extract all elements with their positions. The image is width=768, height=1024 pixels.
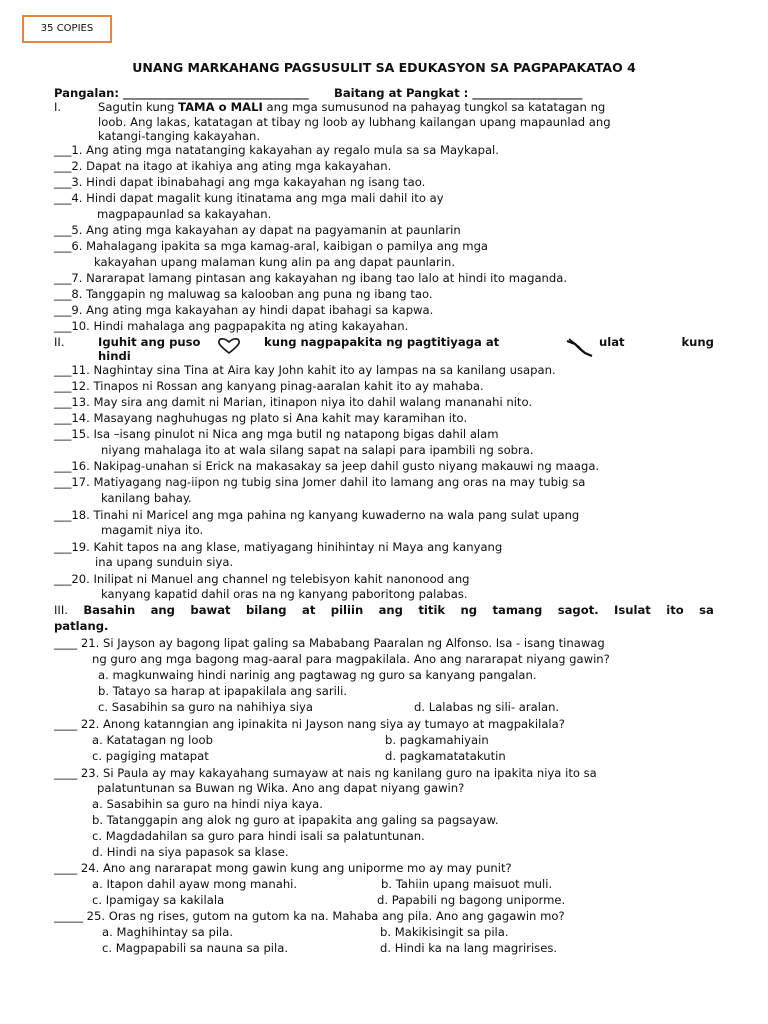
instruction-word: tamang bbox=[492, 603, 543, 617]
section3-instruction-line1 bbox=[54, 602, 714, 618]
instruction-word: ang bbox=[378, 603, 403, 617]
instruction-word: sagot. bbox=[557, 603, 599, 617]
question-stem-continuation: ng guro ang mga bagong mag-aaral para magpakilala. Ano ang nararapat niyang gawin? bbox=[92, 652, 610, 666]
list-item: ___6. Mahalagang ipakita sa mga kamag-aral, kaibigan o pamilya ang mga bbox=[54, 239, 489, 253]
list-item: ___1. Ang ating mga natatanging kakayahan ay regalo mula sa sa Maykapal. bbox=[54, 143, 499, 157]
list-item-continuation: kanilang bahay. bbox=[101, 491, 192, 505]
list-item-continuation: magamit niya ito. bbox=[101, 523, 204, 537]
choice-c: c. Magpapabili sa nauna sa pila. bbox=[102, 941, 289, 955]
list-item: ___20. Inilipat ni Manuel ang channel ng telebisyon kahit nanonood ang bbox=[54, 572, 470, 586]
section1-intro-line1 bbox=[54, 99, 714, 115]
list-item-continuation: niyang mahalaga ito at wala silang sapat na salapi para ipambili ng sobra. bbox=[101, 443, 534, 457]
question-stem: ____ 24. Ano ang nararapat mong gawin kung ang uniporme mo ay may punit? bbox=[54, 861, 512, 875]
copies-label: 35 COPIES bbox=[22, 15, 112, 43]
instruction-word: ang bbox=[150, 603, 175, 617]
list-item: ___19. Kahit tapos na ang klase, matiyagang hinihintay ni Maya ang kanyang bbox=[54, 540, 503, 554]
choice-d: d. Hindi ka na lang magririses. bbox=[380, 941, 558, 955]
question-stem: ____ 21. Si Jayson ay bagong lipat galing sa Mababang Paaralan ng Alfonso. Isa - isang tinawag bbox=[54, 636, 605, 650]
list-item: ___18. Tinahi ni Maricel ang mga pahina ng kanyang kuwaderno na wala pang sulat upang bbox=[54, 508, 580, 522]
question-stem-continuation: palatuntunan sa Buwan ng Wika. Ano ang dapat niyang gawin? bbox=[97, 781, 465, 795]
instruction-word: Basahin bbox=[83, 603, 136, 617]
list-item: ___4. Hindi dapat magalit kung itinatama ang mga mali dahil ito ay bbox=[54, 191, 444, 205]
question-stem: _____ 25. Oras ng rises, gutom na gutom ka na. Mahaba ang pila. Ano ang gagawin mo? bbox=[54, 909, 565, 923]
section1-intro-bold: TAMA o MALI bbox=[178, 100, 263, 114]
section2-word: Iguhit ang puso bbox=[98, 335, 201, 349]
list-item: ___9. Ang ating mga kakayahan ay hindi dapat ibahagi sa kapwa. bbox=[54, 303, 434, 317]
choice-b: b. Makikisingit sa pila. bbox=[380, 925, 509, 939]
section1-intro-line2: loob. Ang lakas, katatagan at tibay ng loob ay lubhang kailangan upang mapaunlad ang bbox=[98, 115, 611, 129]
list-item: ___13. May sira ang damit ni Marian, itinapon niya ito dahil walang mananahi nito. bbox=[54, 395, 533, 409]
list-item-continuation: magpapaunlad sa kakayahan. bbox=[97, 207, 272, 221]
section3-roman: III. bbox=[54, 603, 68, 617]
section3-instruction-line2: patlang. bbox=[54, 619, 109, 633]
section1-intro-line3: katangi-tanging kakayahan. bbox=[98, 129, 261, 143]
list-item: ___15. Isa –isang pinulot ni Nica ang mga butil ng natapong bigas dahil alam bbox=[54, 427, 499, 441]
section1-intro-post: ang mga sumusunod na pahayag tungkol sa katatagan ng bbox=[262, 100, 606, 114]
list-item: ___2. Dapat na itago at ikahiya ang ating mga kakayahan. bbox=[54, 159, 392, 173]
choice-d: d. pagkamatatakutin bbox=[385, 749, 506, 763]
choice-d: d. Papabili ng bagong uniporme. bbox=[377, 893, 566, 907]
choice-d: d. Lalabas ng sili- aralan. bbox=[414, 700, 560, 714]
choice-b: b. Tatayo sa harap at ipapakilala ang sarili. bbox=[98, 684, 347, 698]
list-item: ___5. Ang ating mga kakayahan ay dapat na pagyamanin at paunlarin bbox=[54, 223, 461, 237]
list-item: ___16. Nakipag-unahan si Erick na makasakay sa jeep dahil gusto niyang makauwi ng maaga. bbox=[54, 459, 600, 473]
choice-b: b. Tahiin upang maisuot muli. bbox=[381, 877, 553, 891]
question-stem: ____ 23. Si Paula ay may kakayahang sumayaw at nais ng kanilang guro na ipakita niya ito sa bbox=[54, 766, 597, 780]
instruction-word: piliin bbox=[330, 603, 364, 617]
section2-word: kung bbox=[681, 335, 714, 349]
list-item: ___3. Hindi dapat ibinabahagi ang mga kakayahan ng isang tao. bbox=[54, 175, 426, 189]
list-item-continuation: ina upang sunduin siya. bbox=[95, 555, 234, 569]
choice-c: c. Ipamigay sa kakilala bbox=[92, 893, 225, 907]
list-item: ___7. Nararapat lamang pintasan ang kakayahan ng ibang tao lalo at hindi ito maganda. bbox=[54, 271, 568, 285]
list-item: ___10. Hindi mahalaga ang pagpapakita ng ating kakayahan. bbox=[54, 319, 409, 333]
choice-a: a. Sasabihin sa guro na hindi niya kaya. bbox=[92, 797, 323, 811]
instruction-word: sa bbox=[699, 603, 714, 617]
name-field[interactable]: Pangalan: ________________________________ bbox=[54, 86, 309, 100]
section1-intro-pre: Sagutin kung bbox=[98, 100, 179, 114]
instruction-word: bilang bbox=[245, 603, 287, 617]
list-item-continuation: kakayahan upang malaman kung alin pa ang dapat paunlarin. bbox=[94, 255, 456, 269]
list-item: ___12. Tinapos ni Rossan ang kanyang pinag-aaralan kahit ito ay mahaba. bbox=[54, 379, 484, 393]
list-item: ___8. Tanggapin ng maluwag sa kalooban ang puna ng ibang tao. bbox=[54, 287, 433, 301]
choice-a: a. magkunwaing hindi narinig ang pagtawag ng guro sa kanyang pangalan. bbox=[98, 668, 537, 682]
list-item: ___14. Masayang naghuhugas ng plato si Ana kahit may karamihan ito. bbox=[54, 411, 468, 425]
grade-section-field[interactable]: Baitang at Pangkat : ___________________ bbox=[334, 86, 583, 100]
section2-word: kung nagpapakita ng pagtitiyaga at bbox=[264, 335, 500, 349]
instruction-word: at bbox=[302, 603, 316, 617]
choice-c: c. Magdadahilan sa guro para hindi isali sa palatuntunan. bbox=[92, 829, 425, 843]
instruction-word: ng bbox=[460, 603, 478, 617]
choice-c: c. Sasabihin sa guro na nahihiya siya bbox=[98, 700, 313, 714]
list-item-continuation: kanyang kapatid dahil oras na ng kanyang paboritong palabas. bbox=[101, 587, 468, 601]
section2-word: ulat bbox=[599, 335, 625, 349]
list-item: ___17. Matiyagang nag-iipon ng tubig sina Jomer dahil ito lamang ang oras na may tubig sa bbox=[54, 475, 586, 489]
choice-a: a. Itapon dahil ayaw mong manahi. bbox=[92, 877, 298, 891]
instruction-word: titik bbox=[418, 603, 446, 617]
choice-d: d. Hindi na siya papasok sa klase. bbox=[92, 845, 289, 859]
section2-roman: II. bbox=[54, 335, 65, 349]
choice-c: c. pagiging matapat bbox=[92, 749, 209, 763]
page-title: UNANG MARKAHANG PAGSUSULIT SA EDUKASYON SA PAGPAPAKATAO 4 bbox=[132, 60, 636, 75]
instruction-word: Isulat bbox=[614, 603, 651, 617]
section2-instruction-line2: hindi bbox=[98, 349, 131, 363]
choice-a: a. Katatagan ng loob bbox=[92, 733, 213, 747]
instruction-word: bawat bbox=[190, 603, 231, 617]
section1-roman: I. bbox=[54, 100, 62, 114]
question-stem: ____ 22. Anong katanngian ang ipinakita ni Jayson nang siya ay tumayo at magpakilala? bbox=[54, 717, 565, 731]
choice-b: b. Tatanggapin ang alok ng guro at ipapakita ang galing sa pagsayaw. bbox=[92, 813, 499, 827]
list-item: ___11. Naghintay sina Tina at Aira kay John kahit ito ay lampas na sa kanilang usapan. bbox=[54, 363, 556, 377]
choice-a: a. Maghihintay sa pila. bbox=[102, 925, 234, 939]
instruction-word: ito bbox=[666, 603, 684, 617]
choice-b: b. pagkamahiyain bbox=[385, 733, 489, 747]
